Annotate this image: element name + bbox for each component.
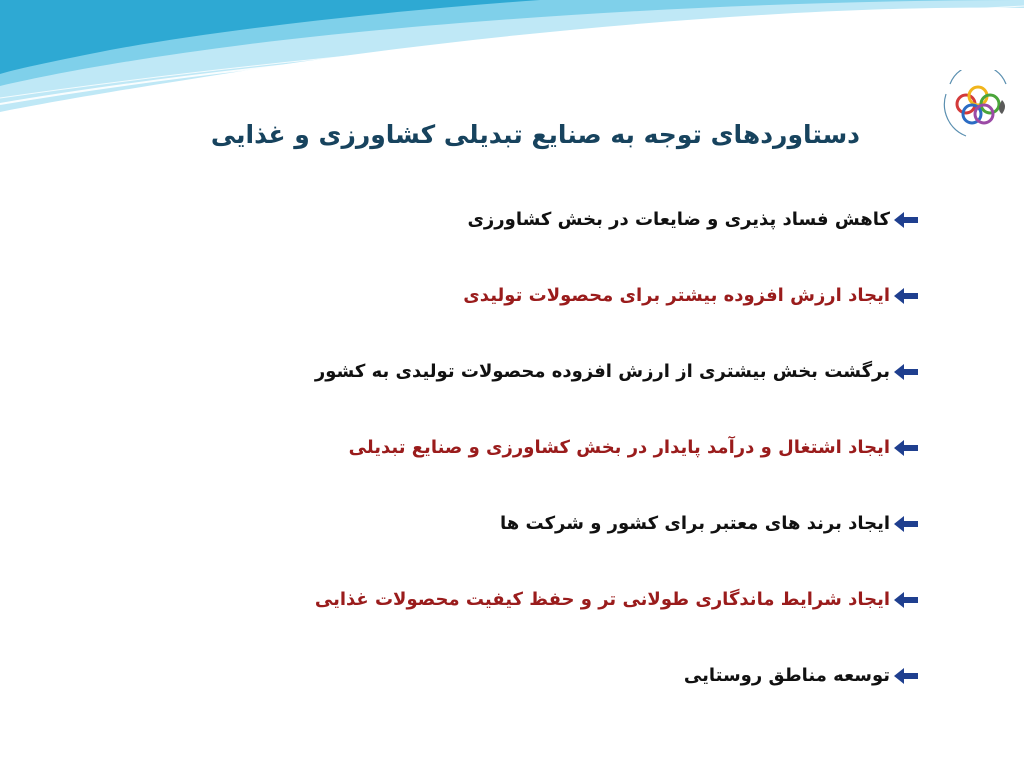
bullet-item-3	[140, 348, 920, 396]
arrow-left-icon	[892, 210, 920, 230]
bullet-item-2	[140, 272, 920, 320]
slide-title: دستاوردهای توجه به صنایع تبدیلی کشاورزی و غذایی	[210, 120, 860, 149]
bullet-text: ایجاد شرایط ماندگاری طولانی تر و حفظ کیفیت محصولات غذایی	[314, 589, 890, 610]
arrow-left-icon	[892, 438, 920, 458]
bullet-text: توسعه مناطق روستایی	[683, 665, 890, 686]
bullet-item-1	[140, 196, 920, 244]
arrow-left-icon	[892, 514, 920, 534]
bullet-item-5	[140, 500, 920, 548]
bullet-text: ایجاد برند های معتبر برای کشور و شرکت ها	[500, 513, 890, 534]
arrow-left-icon	[892, 362, 920, 382]
arrow-left-icon	[892, 666, 920, 686]
bullet-text: ایجاد اشتغال و درآمد پایدار در بخش کشاورزی و صنایع تبدیلی	[348, 437, 890, 458]
bullet-item-7	[140, 652, 920, 700]
bullet-text: برگشت بخش بیشتری از ارزش افزوده محصولات تولیدی به کشور	[314, 361, 890, 382]
bullet-item-4	[140, 424, 920, 472]
arrow-left-icon	[892, 590, 920, 610]
arrow-left-icon	[892, 286, 920, 306]
bullet-item-6	[140, 576, 920, 624]
trade-promotion-logo-icon	[936, 70, 1020, 140]
bullet-text: کاهش فساد پذیری و ضایعات در بخش کشاورزی	[467, 209, 890, 230]
bullet-text: ایجاد ارزش افزوده بیشتر برای محصولات تولیدی	[463, 285, 890, 306]
bullet-list	[140, 196, 920, 728]
header-wave-decoration	[0, 0, 1024, 120]
